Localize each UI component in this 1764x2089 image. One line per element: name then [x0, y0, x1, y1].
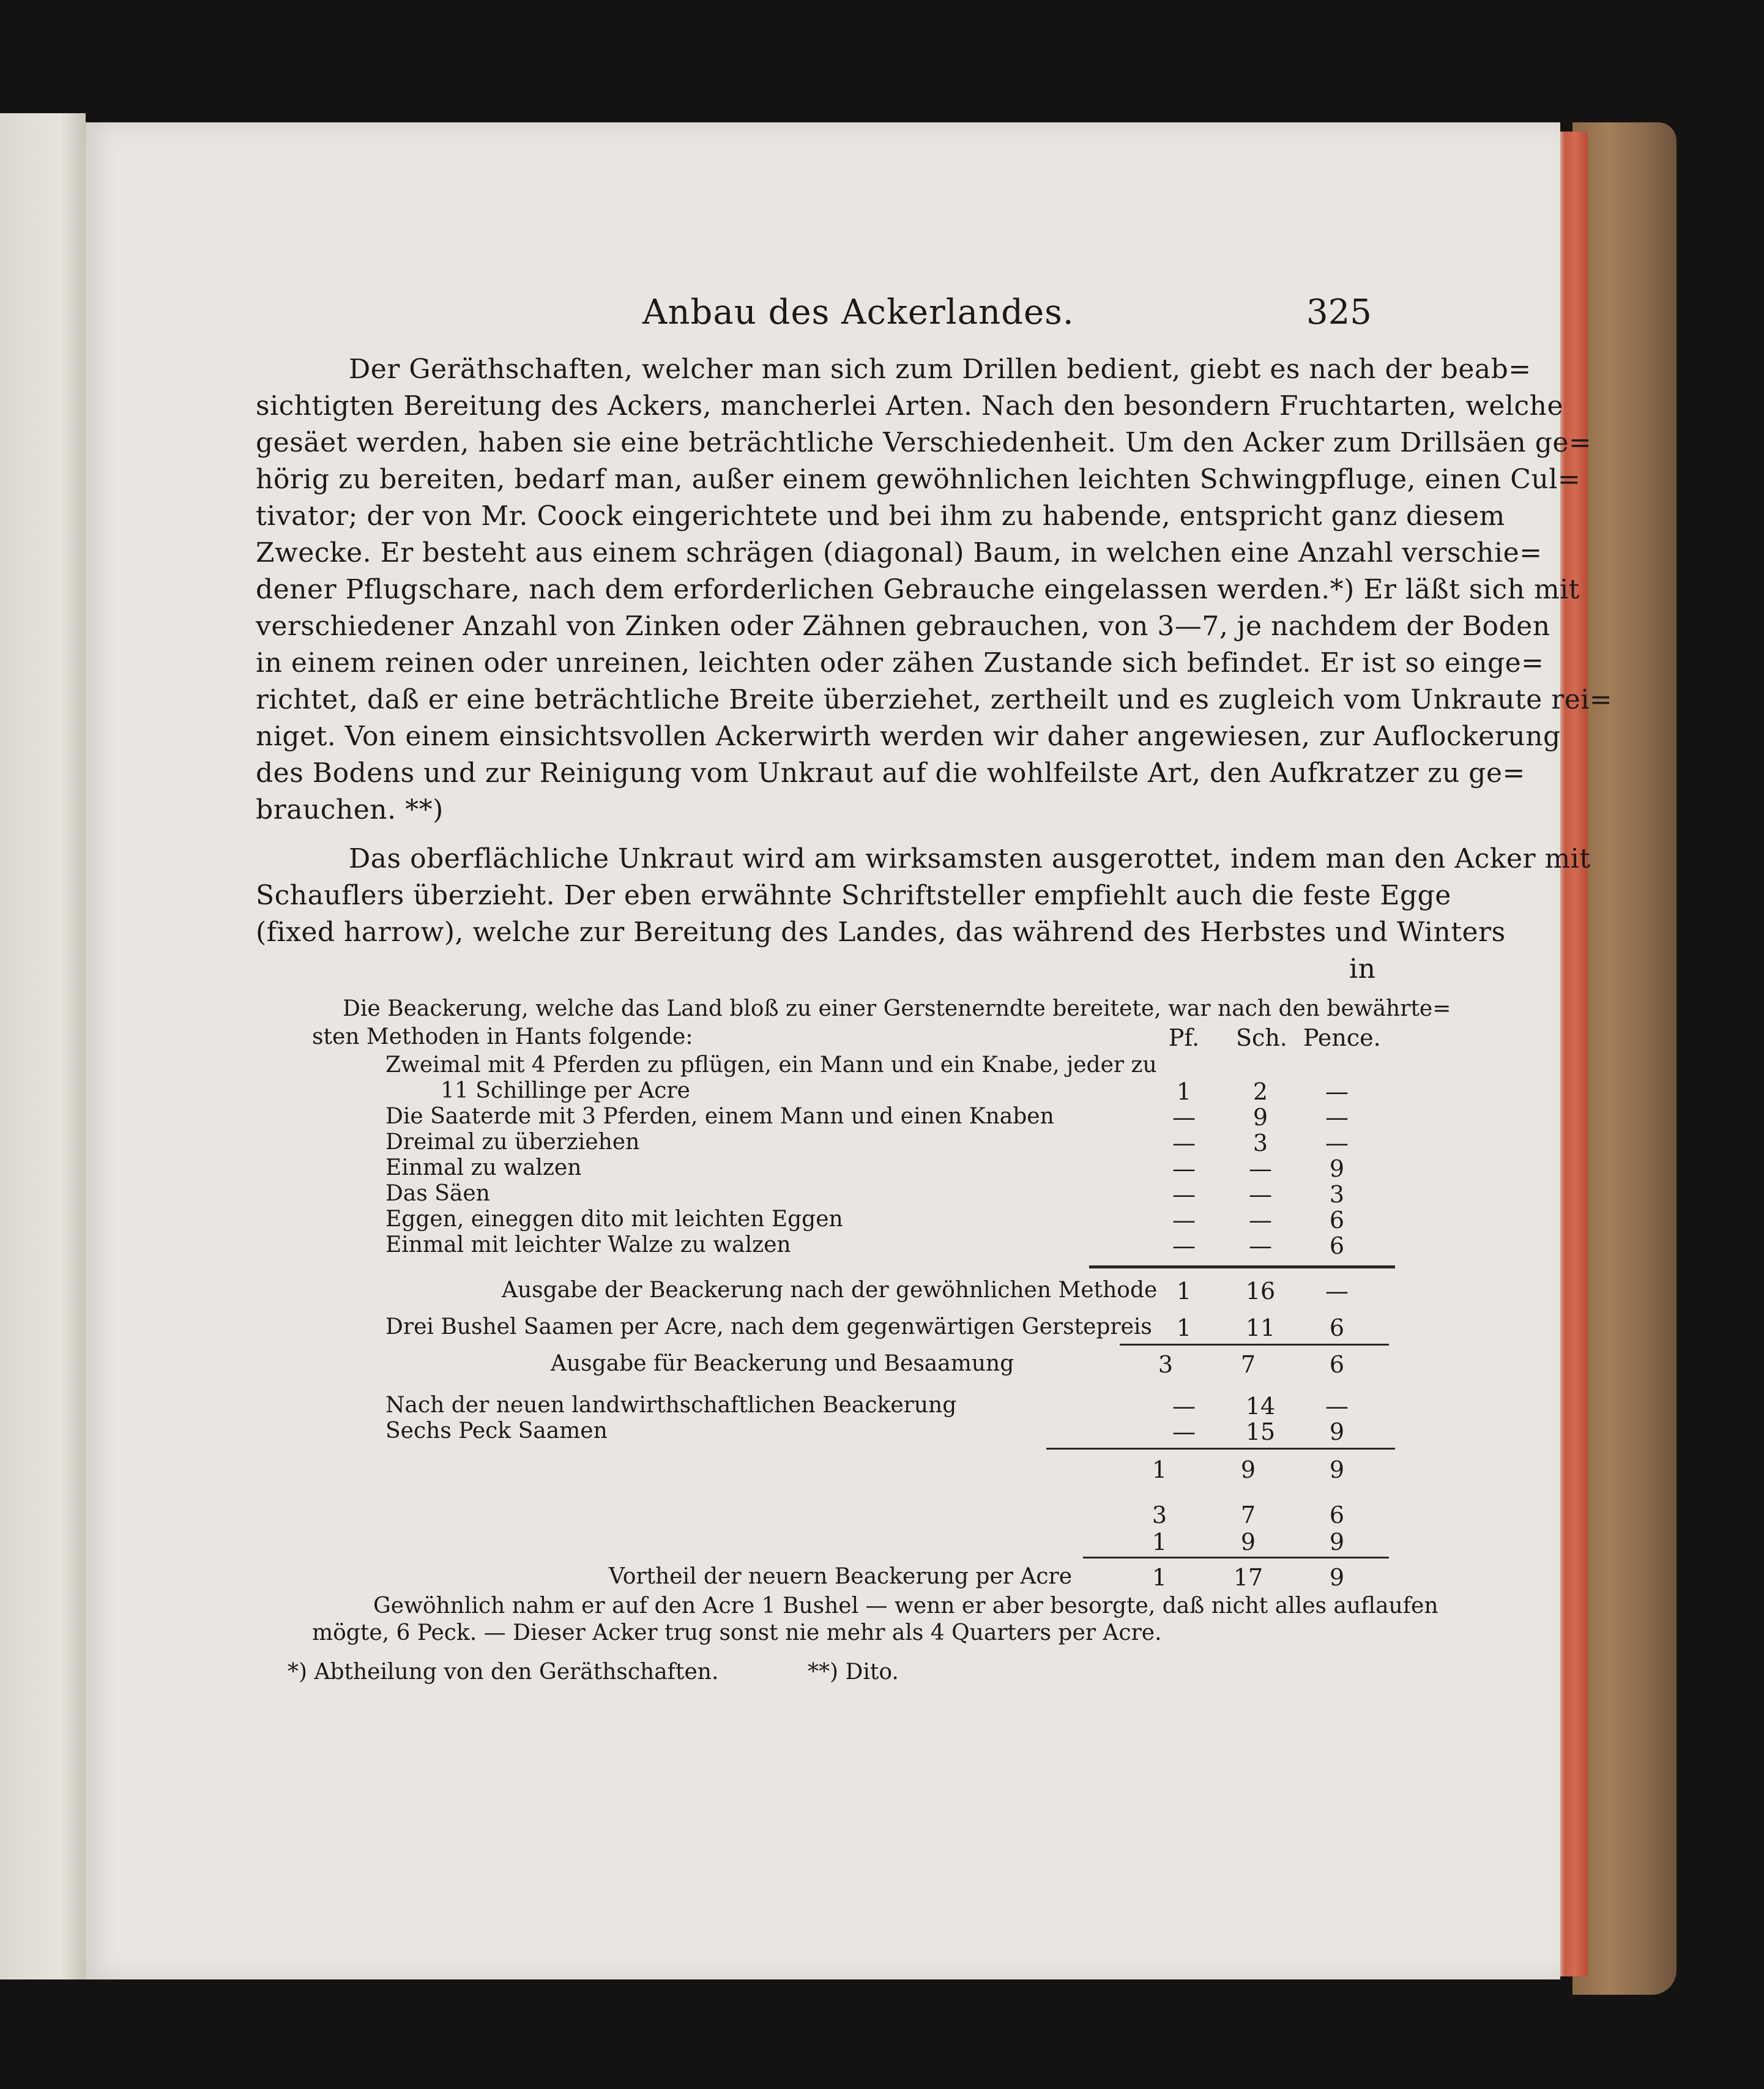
- cell-pf: 1: [1176, 1314, 1192, 1341]
- body-line: des Bodens und zur Reinigung vom Unkraut auf die wohlfeilste Art, den Aufkratzer zu ge=: [256, 758, 1525, 789]
- body-line: gesäet werden, haben sie eine beträchtliche Verschiedenheit. Um den Acker zum Drillsäen ge=: [256, 427, 1592, 458]
- cell-pf: —: [1172, 1181, 1196, 1208]
- cell-pence: —: [1325, 1078, 1349, 1105]
- body-line: in einem reinen oder unreinen, leichten oder zähen Zustande sich befindet. Er ist so einge=: [256, 647, 1544, 679]
- cell-sch: —: [1249, 1155, 1272, 1182]
- cell-sch: 7: [1240, 1502, 1256, 1529]
- cell-pence: —: [1325, 1130, 1349, 1156]
- table-subtotal-label: Ausgabe für Beackerung und Besaamung: [551, 1351, 1014, 1376]
- cell-pf: 3: [1158, 1351, 1174, 1378]
- table-intro: Die Beackerung, welche das Land bloß zu einer Gerstenerndte bereitete, war nach den bewährte=: [343, 996, 1451, 1021]
- cell-sch: 9: [1240, 1456, 1256, 1483]
- cell-sch: 17: [1233, 1564, 1263, 1591]
- book-page: [86, 122, 1613, 1979]
- cell-sch: —: [1249, 1232, 1272, 1259]
- table-row-label: Einmal zu walzen: [385, 1155, 582, 1180]
- table-row-label: Drei Bushel Saamen per Acre, nach dem gegenwärtigen Gerstepreis: [385, 1314, 1152, 1339]
- table-row-label: Sechs Peck Saamen: [385, 1418, 608, 1443]
- cell-sch: 9: [1252, 1104, 1268, 1131]
- cell-sch: —: [1249, 1181, 1272, 1208]
- table-rule: [1083, 1557, 1389, 1558]
- cell-pf: —: [1172, 1130, 1196, 1156]
- body-line: Das oberflächliche Unkraut wird am wirksamsten ausgerottet, indem man den Acker mit: [349, 843, 1591, 874]
- cell-sch: 2: [1252, 1078, 1268, 1105]
- cell-pence: 6: [1329, 1351, 1345, 1378]
- table-note: Gewöhnlich nahm er auf den Acre 1 Bushel — wenn er aber besorgte, daß nicht alles auflaufen: [373, 1593, 1438, 1618]
- cell-pf: —: [1172, 1207, 1196, 1234]
- cell-pence: 9: [1329, 1456, 1345, 1483]
- cell-pence: 9: [1329, 1418, 1345, 1445]
- cell-pence: 6: [1329, 1502, 1345, 1529]
- table-row-label: Nach der neuen landwirthschaftlichen Beackerung: [385, 1393, 957, 1418]
- body-line: (fixed harrow), welche zur Bereitung des Landes, das während des Herbstes und Winters: [256, 917, 1506, 948]
- book-cover-edge: [1572, 122, 1677, 1995]
- cell-pence: —: [1325, 1104, 1349, 1131]
- table-rule: [1089, 1265, 1395, 1268]
- body-line: verschiedener Anzahl von Zinken oder Zähnen gebrauchen, von 3—7, je nachdem der Boden: [256, 611, 1550, 642]
- cell-pence: —: [1325, 1278, 1349, 1305]
- table-subtotal-label: Ausgabe der Beackerung nach der gewöhnlichen Methode: [502, 1278, 1158, 1303]
- table-rule: [1120, 1344, 1389, 1346]
- table-total-label: Vortheil der neuern Beackerung per Acre: [609, 1564, 1073, 1589]
- cell-sch: 16: [1245, 1278, 1276, 1305]
- footnote: *) Abtheilung von den Geräthschaften.: [288, 1659, 719, 1685]
- table-row-label: Das Säen: [385, 1181, 490, 1206]
- running-head: Anbau des Ackerlandes.: [642, 292, 1074, 332]
- cell-pence: 6: [1329, 1314, 1345, 1341]
- cell-pence: 6: [1329, 1232, 1345, 1259]
- catchword: in: [1349, 953, 1376, 985]
- table-rule: [1046, 1448, 1395, 1450]
- cell-pf: —: [1172, 1104, 1196, 1131]
- cell-pence: 9: [1329, 1529, 1345, 1555]
- facing-page-edge: [0, 113, 86, 1979]
- body-line: tivator; der von Mr. Coock eingerichtete und bei ihm zu habende, entspricht ganz diesem: [256, 501, 1505, 532]
- table-row-label: 11 Schillinge per Acre: [441, 1078, 690, 1103]
- cell-pf: 1: [1176, 1278, 1192, 1305]
- cell-pf: 3: [1152, 1502, 1167, 1529]
- body-line: niget. Von einem einsichtsvollen Ackerwirth werden wir daher angewiesen, zur Auflockerung: [256, 721, 1561, 752]
- column-header-pence: Pence.: [1303, 1024, 1381, 1051]
- table-note: mögte, 6 Peck. — Dieser Acker trug sonst nie mehr als 4 Quarters per Acre.: [312, 1620, 1162, 1645]
- cell-pf: 1: [1152, 1529, 1167, 1555]
- cell-sch: 14: [1245, 1393, 1276, 1420]
- cell-pence: 6: [1329, 1207, 1345, 1234]
- table-row-label: Eggen, eineggen dito mit leichten Eggen: [385, 1207, 843, 1232]
- cell-sch: 9: [1240, 1529, 1256, 1555]
- cell-pf: —: [1172, 1393, 1196, 1420]
- page-number: 325: [1306, 292, 1372, 332]
- table-row-label: Einmal mit leichter Walze zu walzen: [385, 1232, 791, 1257]
- table-row-label: Die Saaterde mit 3 Pferden, einem Mann und einen Knaben: [385, 1104, 1054, 1129]
- body-line: richtet, daß er eine beträchtliche Breite überziehet, zertheilt und es zugleich vom Unkraute rei=: [256, 684, 1613, 715]
- body-line: hörig zu bereiten, bedarf man, außer einem gewöhnlichen leichten Schwingpfluge, einen Cul=: [256, 464, 1581, 495]
- cell-pf: —: [1172, 1418, 1196, 1445]
- body-line: sichtigten Bereitung des Ackers, mancherlei Arten. Nach den besondern Fruchtarten, welche: [256, 390, 1564, 422]
- cell-sch: —: [1249, 1207, 1272, 1234]
- cell-pf: —: [1172, 1232, 1196, 1259]
- cell-pence: —: [1325, 1393, 1349, 1420]
- body-line: Zwecke. Er besteht aus einem schrägen (diagonal) Baum, in welchen eine Anzahl verschie=: [256, 537, 1543, 568]
- cell-pf: —: [1172, 1155, 1196, 1182]
- table-intro: sten Methoden in Hants folgende:: [312, 1024, 693, 1049]
- cell-sch: 3: [1252, 1130, 1268, 1156]
- cell-pence: 9: [1329, 1155, 1345, 1182]
- cell-sch: 7: [1240, 1351, 1256, 1378]
- body-line: Der Geräthschaften, welcher man sich zum Drillen bedient, giebt es nach der beab=: [349, 354, 1531, 385]
- cell-sch: 15: [1245, 1418, 1276, 1445]
- cell-pf: 1: [1152, 1456, 1167, 1483]
- body-line: Schauflers überzieht. Der eben erwähnte Schriftsteller empfiehlt auch die feste Egge: [256, 880, 1451, 911]
- cell-pf: 1: [1152, 1564, 1167, 1591]
- footnote: **) Dito.: [808, 1659, 899, 1685]
- column-header-sch: Sch.: [1236, 1024, 1287, 1051]
- body-line: brauchen. **): [256, 794, 444, 825]
- column-header-pf: Pf.: [1168, 1024, 1200, 1051]
- table-row-label: Zweimal mit 4 Pferden zu pflügen, ein Mann und ein Knabe, jeder zu: [385, 1052, 1157, 1078]
- cell-pence: 9: [1329, 1564, 1345, 1591]
- cell-pf: 1: [1176, 1078, 1192, 1105]
- table-row-label: Dreimal zu überziehen: [385, 1130, 640, 1155]
- cell-sch: 11: [1245, 1314, 1276, 1341]
- cell-pence: 3: [1329, 1181, 1345, 1208]
- body-line: dener Pflugschare, nach dem erforderlichen Gebrauche eingelassen werden.*) Er läßt sich mit: [256, 574, 1580, 605]
